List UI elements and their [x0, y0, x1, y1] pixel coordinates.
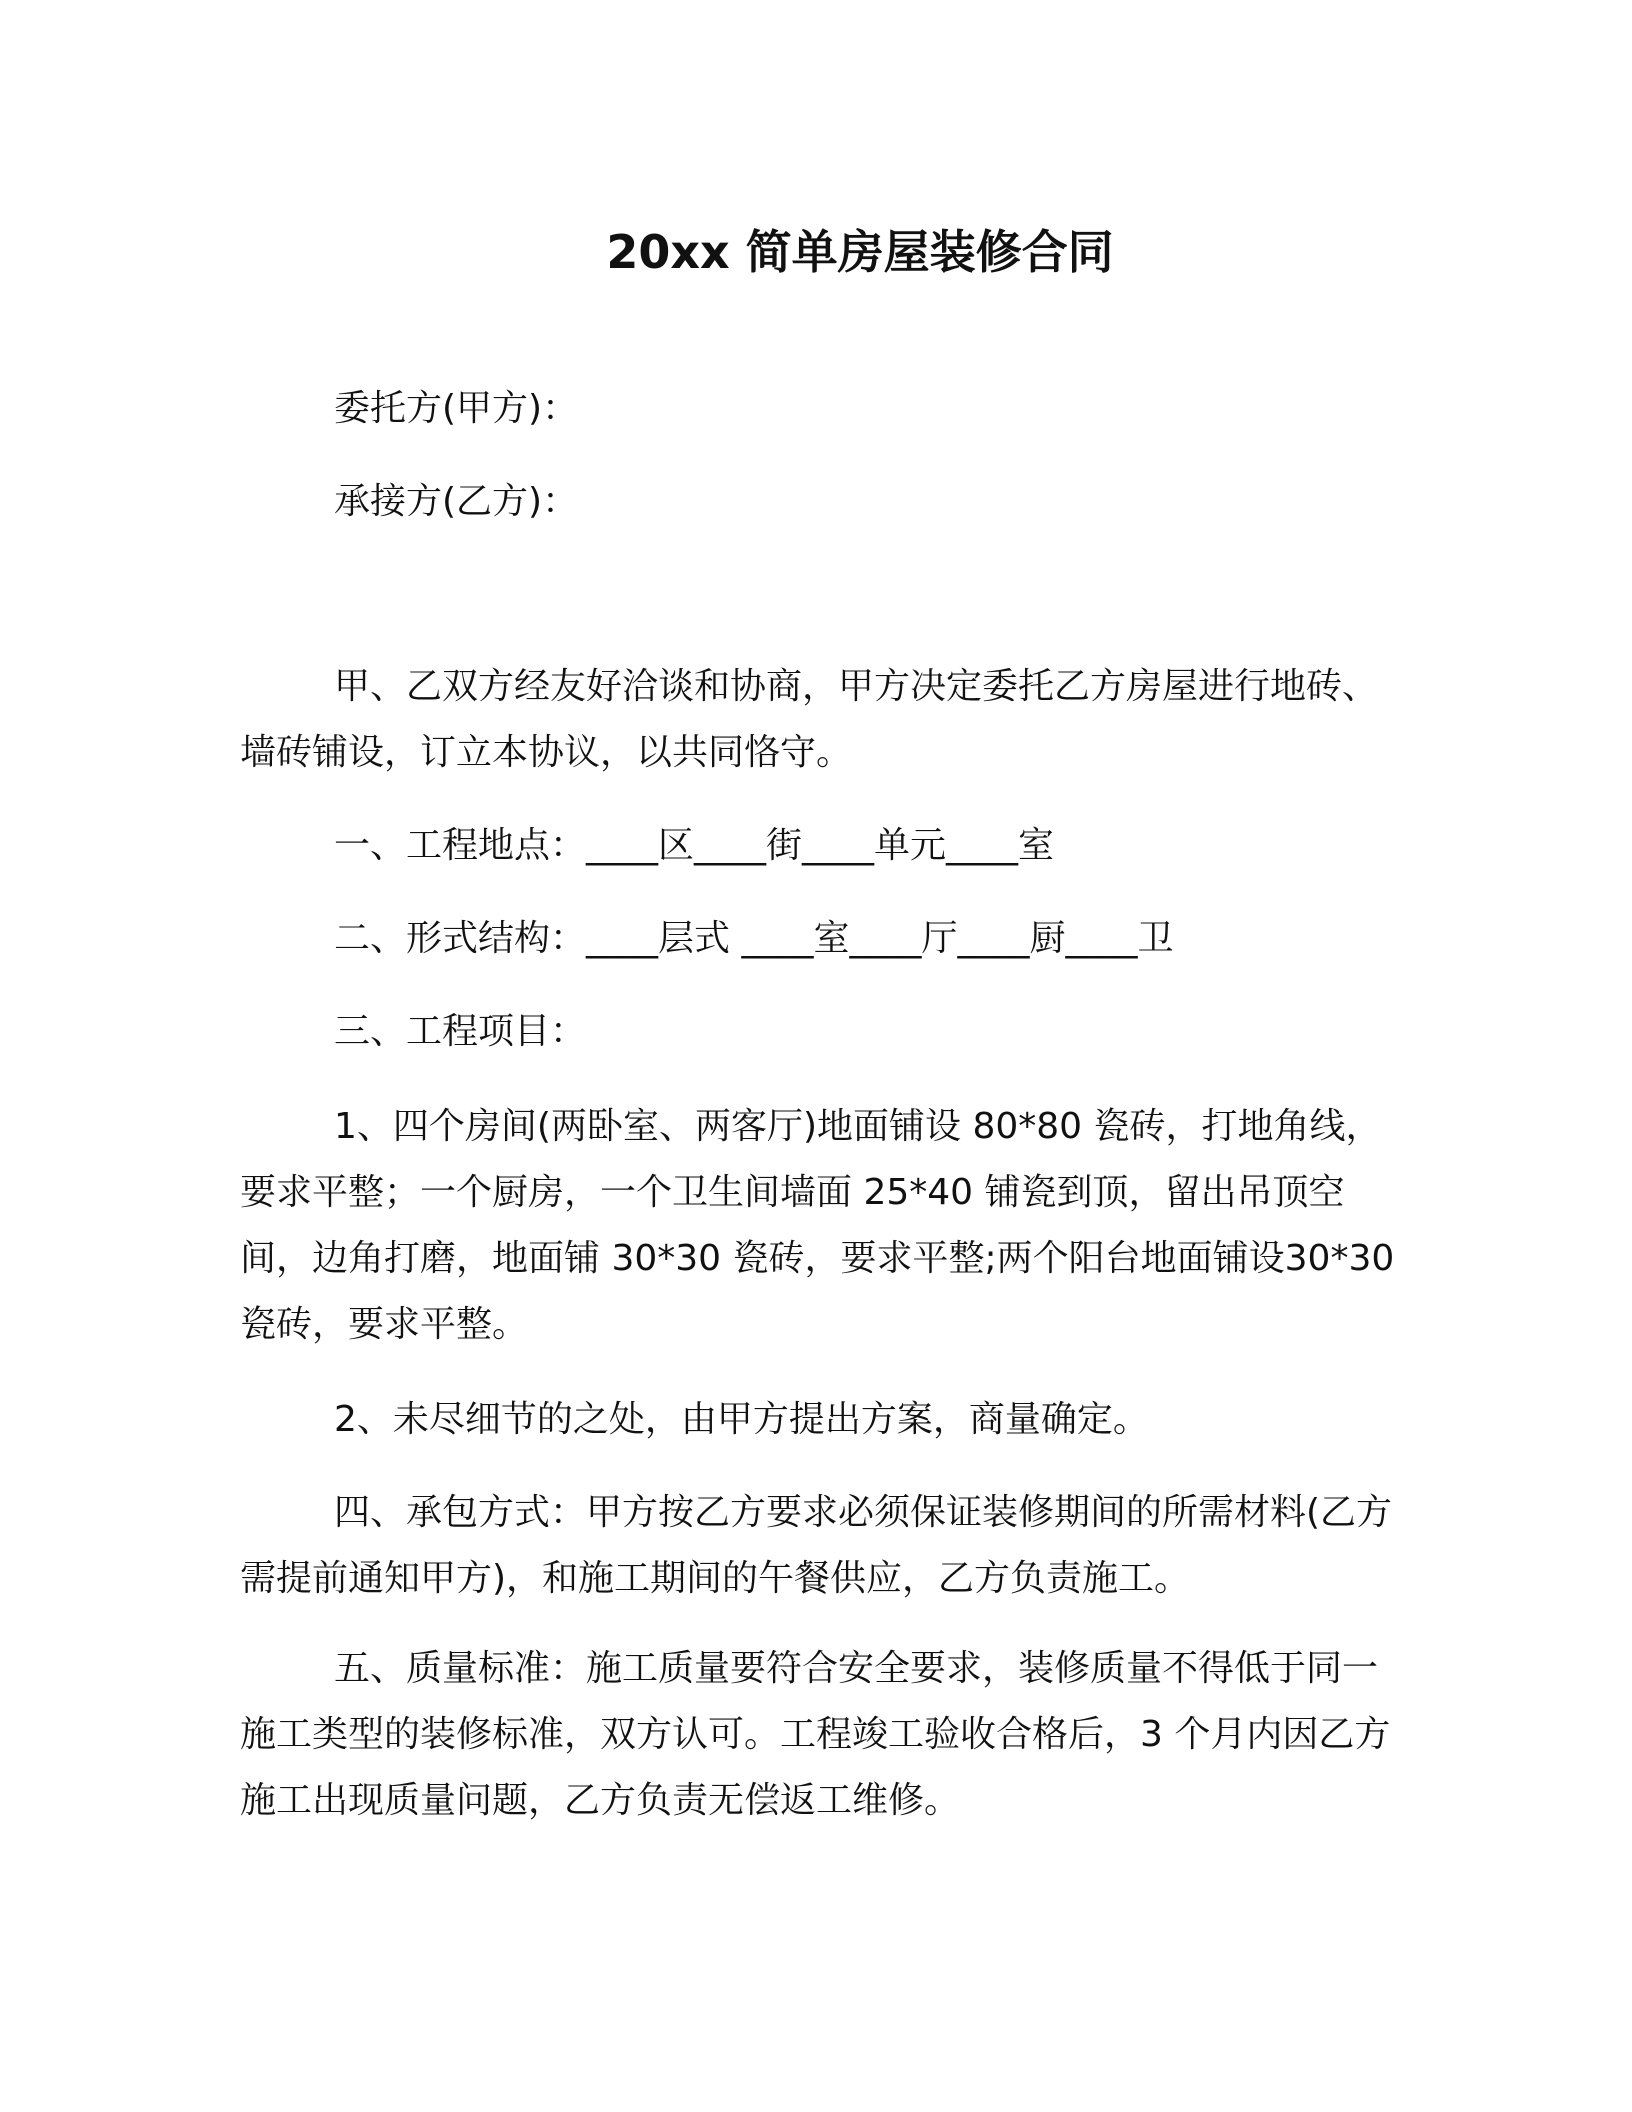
- party-b-label: 承接方(乙方)：: [334, 481, 579, 522]
- section-3-heading: 三、工程项目：: [334, 1011, 587, 1052]
- section-4-paragraph: 四、承包方式：甲方按乙方要求必须保证装修期间的所需材料(乙方需提前通知甲方)，和施工期间的午餐供应，乙方负责施工。: [240, 1492, 1393, 1599]
- intro-paragraph: 甲、乙双方经友好洽谈和协商，甲方决定委托乙方房屋进行地砖、墙砖铺设，订立本协议，以共同恪守。: [240, 666, 1379, 773]
- party-a-label: 委托方(甲方)：: [334, 388, 579, 429]
- item-1-paragraph: 1、四个房间(两卧室、两客厅)地面铺设 80*80 瓷砖，打地角线，要求平整；一个厨房，一个卫生间墙面 25*40 铺瓷到顶，留出吊顶空间，边角打磨，地面铺 30*30 瓷砖，要求平整;两个阳台地面铺设30*30 瓷砖，要求平整。: [240, 1106, 1395, 1345]
- section-5-paragraph: 五、质量标准：施工质量要符合安全要求，装修质量不得低于同一施工类型的装修标准，双方认可。工程竣工验收合格后，3 个月内因乙方施工出现质量问题，乙方负责无偿返工维修。: [240, 1648, 1391, 1821]
- document-title: 20xx 简单房屋装修合同: [606, 225, 1114, 279]
- section-2-structure: 二、形式结构：____层式 ____室____厅____厨____卫: [334, 918, 1174, 959]
- item-2-paragraph: 2、未尽细节的之处，由甲方提出方案，商量确定。: [334, 1399, 1149, 1440]
- section-1-location: 一、工程地点：____区____街____单元____室: [334, 825, 1055, 866]
